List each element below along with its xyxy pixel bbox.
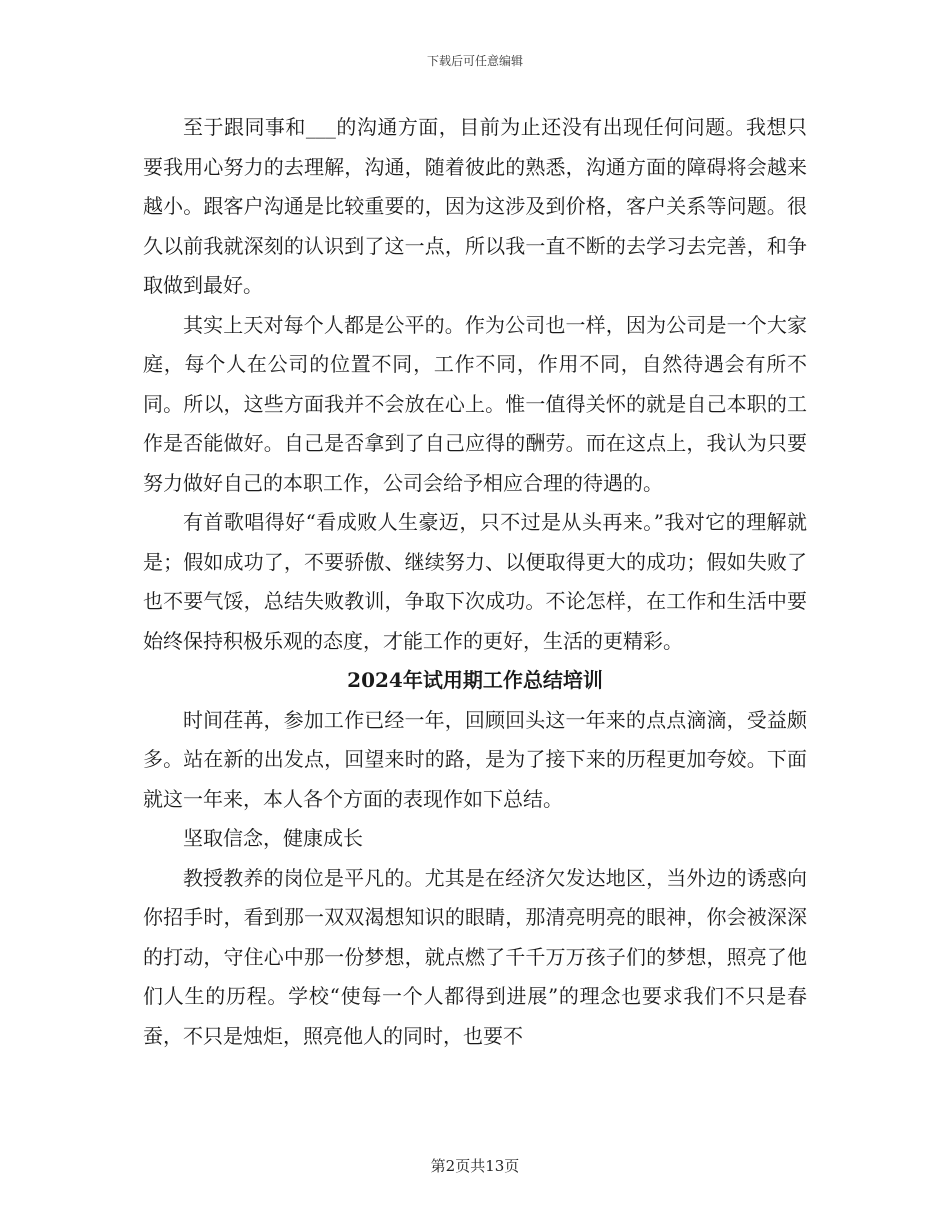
paragraph-song: 有首歌唱得好“看成败人生豪迈，只不过是从头再来。”我对它的理解就是；假如成功了，不要骄傲、继续努力、以便取得更大的成功；假如失败了也不要气馁，总结失败教训，争取下次成功。不论怎样，在工作和生活中要始终保持积极乐观的态度，才能工作的更好，生活的更精彩。 — [143, 510, 807, 653]
paragraph-communication: 至于跟同事和___的沟通方面，目前为止还没有出现任何问题。我想只要我用心努力的去理解，沟通，随着彼此的熟悉，沟通方面的障碍将会越来越小。跟客户沟通是比较重要的，因为这涉及到价格，客户关系等问题。很久以前我就深刻的认识到了这一点，所以我一直不断的去学习去完善，和争取做到最好。 — [143, 115, 807, 297]
section-title: 2024年试用期工作总结培训 — [347, 668, 603, 692]
paragraph-fairness: 其实上天对每个人都是公平的。作为公司也一样，因为公司是一个大家庭，每个人在公司的位置不同，工作不同，作用不同，自然待遇会有所不同。所以，这些方面我并不会放在心上。惟一值得关怀的就是自己本职的工作是否能做好。自己是否拿到了自己应得的酬劳。而在这点上，我认为只要努力做好自己的本职工作，公司会给予相应合理的待遇的。 — [143, 312, 807, 495]
paragraph-subheading: 坚取信念，健康成长 — [183, 826, 363, 850]
document-body — [143, 108, 807, 1056]
paragraph-intro: 时间荏苒，参加工作已经一年，回顾回头这一年来的点点滴滴，受益颇多。站在新的出发点，回望来时的路，是为了接下来的历程更加夸姣。下面就这一年来，本人各个方面的表现作如下总结。 — [143, 707, 807, 811]
paragraph-teaching: 教授教养的岗位是平凡的。尤其是在经济欠发达地区，当外边的诱惑向你招手时，看到那一双双渴想知识的眼睛，那清亮明亮的眼神，你会被深深的打动，守住心中那一份梦想，就点燃了千千万万孩子们的梦想，照亮了他们人生的历程。学校“使每一个人都得到进展”的理念也要求我们不只是春蚕，不只是烛炬，照亮他人的同时，也要不 — [143, 865, 807, 1048]
page-header: 下载后可任意编辑 — [426, 54, 523, 68]
page-footer: 第2页共13页 — [430, 1157, 520, 1175]
